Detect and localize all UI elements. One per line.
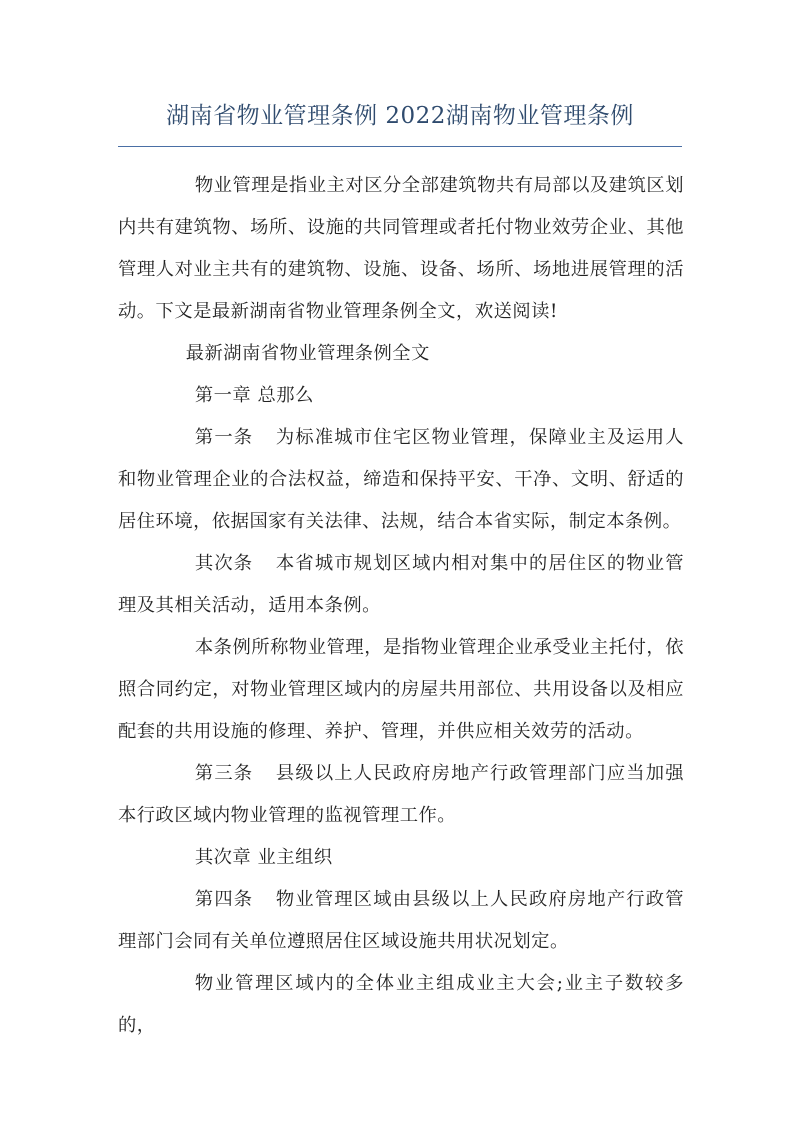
paragraph-text: 本省城市规划区域内相对集中的居住区的物业管理及其相关活动，适用本条例。 [118, 553, 685, 616]
paragraph-text: 县级以上人民政府房地产行政管理部门应当加强本行政区域内物业管理的监视管理工作。 [118, 763, 685, 826]
article-1 [118, 417, 684, 543]
document-body [118, 165, 684, 1047]
article-3 [118, 753, 684, 837]
article-4-continued [118, 963, 684, 1047]
article-2 [118, 543, 684, 627]
paragraph-text: 本条例所称物业管理，是指物业管理企业承受业主托付，依照合同约定，对物业管理区域内的房屋共用部位、共用设备以及相应配套的共用设施的修理、养护、管理，并供应相关效劳的活动。 [118, 637, 684, 742]
document-title: 湖南省物业管理条例 2022湖南物业管理条例 [166, 103, 634, 129]
article-label: 第一条 [194, 427, 254, 448]
article-label: 其次条 [194, 553, 254, 574]
paragraph-subtitle [118, 333, 684, 375]
title-divider [118, 146, 682, 147]
article-label: 第三条 [194, 763, 254, 784]
chapter-heading-1 [118, 375, 684, 417]
article-4 [118, 879, 684, 963]
paragraph-text: 其次章 业主组织 [194, 847, 333, 868]
paragraph-text: 第一章 总那么 [194, 385, 314, 406]
paragraph-text: 最新湖南省物业管理条例全文 [185, 343, 430, 364]
chapter-heading-2 [118, 837, 684, 879]
paragraph-intro [118, 165, 684, 333]
article-2-definition [118, 627, 684, 753]
paragraph-text: 物业管理是指业主对区分全部建筑物共有局部以及建筑区划内共有建筑物、场所、设施的共同管理或者托付物业效劳企业、其他管理人对业主共有的建筑物、设施、设备、场所、场地进展管理的活动。下文是最新湖南省物业管理条例全文，欢送阅读! [118, 175, 684, 322]
paragraph-text: 为标准城市住宅区物业管理，保障业主及运用人和物业管理企业的合法权益，缔造和保持平安、干净、文明、舒适的居住环境，依据国家有关法律、法规，结合本省实际，制定本条例。 [118, 427, 685, 532]
paragraph-text: 物业管理区域内的全体业主组成业主大会;业主子数较多的， [118, 973, 684, 1036]
paragraph-text: 物业管理区域由县级以上人民政府房地产行政管理部门会同有关单位遵照居住区域设施共用状况划定。 [118, 889, 685, 952]
article-label: 第四条 [194, 889, 254, 910]
